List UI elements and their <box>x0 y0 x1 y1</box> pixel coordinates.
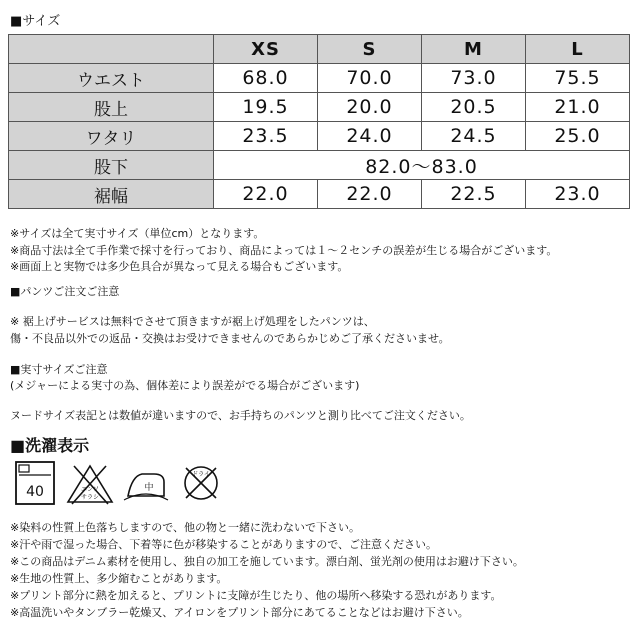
row-label-hem: 裾幅 <box>9 180 214 209</box>
table-corner-cell <box>9 35 214 64</box>
wash-note: ※生地の性質上、多少縮むことがあります。 <box>10 572 228 585</box>
measure-note: (メジャーによる実寸の為、個体差により誤差がでる場合がございます) <box>10 379 360 392</box>
table-cell: 24.0 <box>318 122 422 151</box>
size-table-header <box>9 35 630 64</box>
pants-note: 傷・不良品以外での返品・交換はお受けできませんのであらかじめご了承くださいませ。 <box>10 332 450 345</box>
pants-note: ※ 裾上げサービスは無料でさせて頂きますが裾上げ処理をしたパンツは、 <box>10 315 375 328</box>
table-cell: 22.5 <box>422 180 526 209</box>
table-cell: 23.5 <box>214 122 318 151</box>
table-cell: 19.5 <box>214 93 318 122</box>
care-symbols <box>14 460 254 520</box>
size-header-xs: XS <box>214 35 318 64</box>
dry-clean-label: ドライ <box>192 471 210 478</box>
size-section-title: ■サイズ <box>10 14 61 29</box>
table-cell: 75.5 <box>526 64 630 93</box>
iron-medium-icon <box>122 460 170 506</box>
table-cell-merged: 82.0〜83.0 <box>214 151 630 180</box>
size-header-l: L <box>526 35 630 64</box>
table-cell: 70.0 <box>318 64 422 93</box>
table-row-waist <box>9 64 630 93</box>
row-label-inseam: 股下 <box>9 151 214 180</box>
table-cell: 23.0 <box>526 180 630 209</box>
wash-note: ※高温洗いやタンブラー乾燥又、アイロンをプリント部分にあてることなどはお避け下さい。 <box>10 606 469 619</box>
bleach-label-2: サラシ <box>80 494 100 501</box>
table-cell: 24.5 <box>422 122 526 151</box>
table-cell: 25.0 <box>526 122 630 151</box>
bleach-label: エンソ <box>80 486 100 493</box>
wash-40-icon <box>14 460 56 506</box>
size-table <box>8 34 630 209</box>
row-label-waist: ウエスト <box>9 64 214 93</box>
row-label-thigh: ワタリ <box>9 122 214 151</box>
wash-note: ※この商品はデニム素材を使用し、独自の加工を施しています。漂白剤、蛍光剤の使用はお避け下さい。 <box>10 555 524 568</box>
measure-note: ヌードサイズ表記とは数値が違いますので、お手持ちのパンツと測り比べてご注文ください。 <box>10 409 471 422</box>
table-row-hem <box>9 180 630 209</box>
table-cell: 20.5 <box>422 93 526 122</box>
table-row-thigh <box>9 122 630 151</box>
table-row-rise <box>9 93 630 122</box>
table-cell: 22.0 <box>318 180 422 209</box>
table-cell: 68.0 <box>214 64 318 93</box>
iron-label: 中 <box>144 483 154 493</box>
table-cell: 20.0 <box>318 93 422 122</box>
size-note: ※サイズは全て実寸サイズ（単位cm）となります。 <box>10 227 265 240</box>
row-label-rise: 股上 <box>9 93 214 122</box>
wash-note: ※プリント部分に熱を加えると、プリントに支障が生じたり、他の場所へ移染する恐れがあります。 <box>10 589 502 602</box>
size-note: ※画面上と実物では多少色具合が異なって見える場合もございます。 <box>10 260 349 273</box>
table-cell: 73.0 <box>422 64 526 93</box>
pants-section-title: ■パンツご注文ご注意 <box>10 285 120 298</box>
no-bleach-icon <box>64 460 116 506</box>
size-header-m: M <box>422 35 526 64</box>
wash-note: ※汗や雨で湿った場合、下着等に色が移染することがありますので、ご注意ください。 <box>10 538 437 551</box>
table-cell: 21.0 <box>526 93 630 122</box>
no-dry-clean-icon <box>178 460 224 506</box>
measure-section-title: ■実寸サイズご注意 <box>10 363 108 376</box>
table-cell: 22.0 <box>214 180 318 209</box>
wash-temp-label: 40 <box>26 484 44 500</box>
size-header-s: S <box>318 35 422 64</box>
size-note: ※商品寸法は全て手作業で採寸を行っており、商品によっては１〜２センチの誤差が生じる場合がございます。 <box>10 244 558 257</box>
wash-note: ※染料の性質上色落ちしますので、他の物と一緒に洗わないで下さい。 <box>10 521 360 534</box>
table-row-inseam <box>9 151 630 180</box>
wash-section-title: ■洗濯表示 <box>10 436 90 455</box>
